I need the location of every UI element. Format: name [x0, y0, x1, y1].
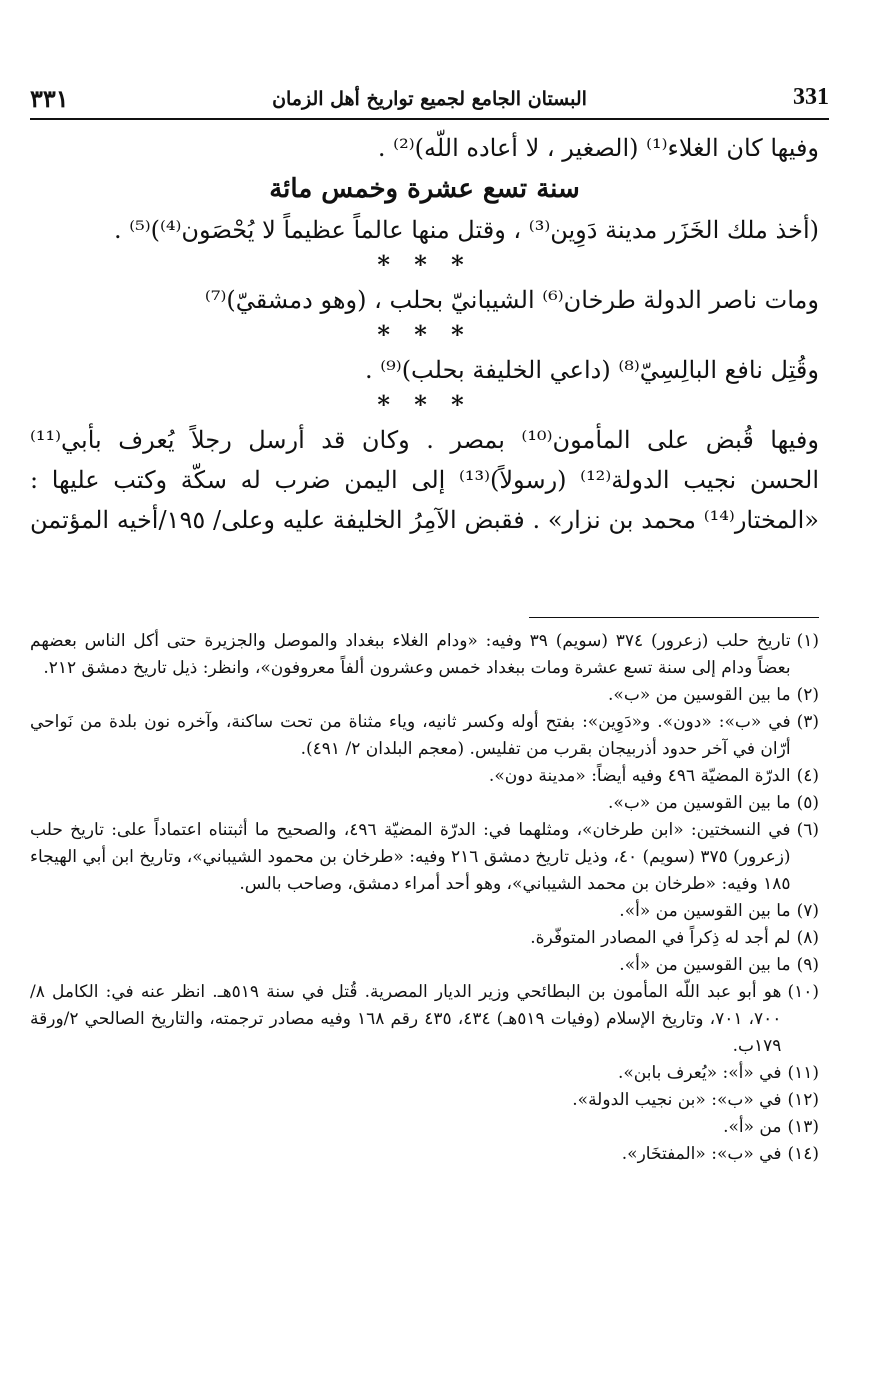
footnote-text: الدرّة المضيّة ٤٩٦ وفيه أيضاً: «مدينة دون». [488, 766, 791, 786]
footnote [30, 1141, 819, 1168]
text-line: (أخذ ملك الخَزَر مدينة دَوِين⁽³⁾ ، وقتل منها عالماً عظيماً لا يُحْصَون⁽⁴⁾)⁽⁵⁾ . [113, 216, 819, 244]
section-divider: * * * [377, 390, 472, 419]
footnote [30, 682, 819, 709]
section-divider: * * * [377, 250, 472, 279]
footnote [30, 925, 819, 952]
footnote-text: لم أجد له ذِكراً في المصادر المتوفّرة. [530, 928, 791, 948]
footnote-number: (٧) [796, 901, 819, 921]
paragraph-line: الحسن نجيب الدولة⁽¹²⁾ (رسولاً)⁽¹³⁾ إلى اليمن ضرب له سكّة وكتب عليها : [30, 466, 819, 494]
footnote-number: (٣) [796, 712, 819, 732]
footnote [30, 790, 819, 817]
footnote [30, 817, 819, 898]
footnote-separator [529, 617, 819, 618]
footnote-number: (١) [796, 631, 819, 651]
paragraph-line: «المختار⁽¹⁴⁾ محمد بن نزار» . فقبض الآمِرُ الخليفة عليه وعلى/ ١٩٥/أخيه المؤتمن [30, 506, 819, 534]
footnote-text: ما بين القوسين من «ب». [608, 793, 791, 813]
footnote-number: (٥) [796, 793, 819, 813]
text-line: وفيها كان الغلاء⁽¹⁾ (الصغير ، لا أعاده اللّه)⁽²⁾ . [377, 134, 819, 162]
footnote-number: (١٢) [787, 1090, 819, 1110]
footnote [30, 1087, 819, 1114]
footnote [30, 763, 819, 790]
footnote [30, 952, 819, 979]
footnote-text: هو أبو عبد اللّه المأمون بن البطائحي وزير الديار المصرية. قُتل في سنة ٥١٩هـ. انظر عنه في: الكامل ٨/ ٧٠٠، ٧٠١، وتاريخ الإسلام (وفيات ٥١٩هـ) ٤٣٤، ٤٣٥ رقم ١٦٨ وفيه مصادر ترجمته، والتاريخ الصالحي ٢/ورقة ١٧٩ب. [30, 982, 782, 1056]
footnote-text: تاريخ حلب (زعرور) ٣٧٤ (سويم) ٣٩ وفيه: «ودام الغلاء ببغداد والموصل والجزيرة حتى أكل الناس بعضهم بعضاً ودام إلى سنة تسع عشرة ومات ببغداد خمس وعشرون ألفاً معروفون»، وانظر: ذيل تاريخ دمشق ٢١٢. [30, 631, 791, 678]
page-number-arabic: ٣٣١ [30, 84, 69, 113]
footnote-number: (٤) [796, 766, 819, 786]
text-line: ومات ناصر الدولة طرخان⁽⁶⁾ الشيبانيّ بحلب ، (وهو دمشقيّ)⁽⁷⁾ [204, 286, 819, 314]
paragraph-line: وفيها قُبض على المأمون⁽¹⁰⁾ بمصر . وكان قد أرسل رجلاً يُعرف بأبي⁽¹¹⁾ [30, 426, 819, 454]
footnote [30, 709, 819, 763]
footnote-number: (١٠) [787, 982, 819, 1002]
section-divider: * * * [377, 320, 472, 349]
footnote-text: ما بين القوسين من «أ». [619, 901, 791, 921]
running-title: البستان الجامع لجميع تواريخ أهل الزمان [272, 88, 587, 110]
main-text [30, 128, 819, 540]
footnote-text: في «ب»: «دون». و«دَوِين»: بفتح أوله وكسر ثانيه، وياء مثناة من تحت ساكنة، وآخره نون بلدة من نَواحي أرّان في آخر حدود أذربيجان بقرب من تفليس. (معجم البلدان ٢/ ٤٩١). [30, 712, 791, 759]
footnote-number: (٨) [796, 928, 819, 948]
footnote [30, 1114, 819, 1141]
footnote-number: (٦) [796, 820, 819, 840]
footnote-number: (٩) [796, 955, 819, 975]
footnote-number: (١٣) [787, 1117, 819, 1137]
footnote-text: من «أ». [723, 1117, 782, 1137]
footnote-text: في «أ»: «يُعرف بابن». [617, 1063, 782, 1083]
page-header [30, 78, 829, 120]
text-line: وقُتِل نافع البالِسِيّ⁽⁸⁾ (داعي الخليفة بحلب)⁽⁹⁾ . [365, 356, 819, 384]
page-number-latin: 331 [793, 84, 829, 110]
footnote [30, 898, 819, 925]
footnote-number: (١١) [787, 1063, 819, 1083]
footnotes [30, 628, 819, 1168]
footnote-text: في النسختين: «ابن طرخان»، ومثلهما في: الدرّة المضيّة ٤٩٦، والصحيح ما أثبتناه اعتماداً على: تاريخ حلب (زعرور) ٣٧٥ (سويم) ٤٠، وذيل تاريخ دمشق ٢١٦ وفيه: «طرخان بن محمود الشيباني»، وتاريخ ابن أبي الهيجاء ١٨٥ وفيه: «طرخان بن محمد الشيباني»، وهو أحد أمراء دمشق، وصاحب بالس. [30, 820, 791, 894]
footnote-text: ما بين القوسين من «ب». [608, 685, 791, 705]
footnote-text: في «ب»: «المفتخَار». [621, 1144, 782, 1164]
footnote [30, 979, 819, 1060]
footnote [30, 1060, 819, 1087]
footnote-number: (٢) [796, 685, 819, 705]
footnote-text: في «ب»: «بن نجيب الدولة». [572, 1090, 782, 1110]
footnote-number: (١٤) [787, 1144, 819, 1164]
year-heading: سنة تسع عشرة وخمس مائة [269, 174, 580, 204]
footnote-text: ما بين القوسين من «أ». [619, 955, 791, 975]
footnote [30, 628, 819, 682]
